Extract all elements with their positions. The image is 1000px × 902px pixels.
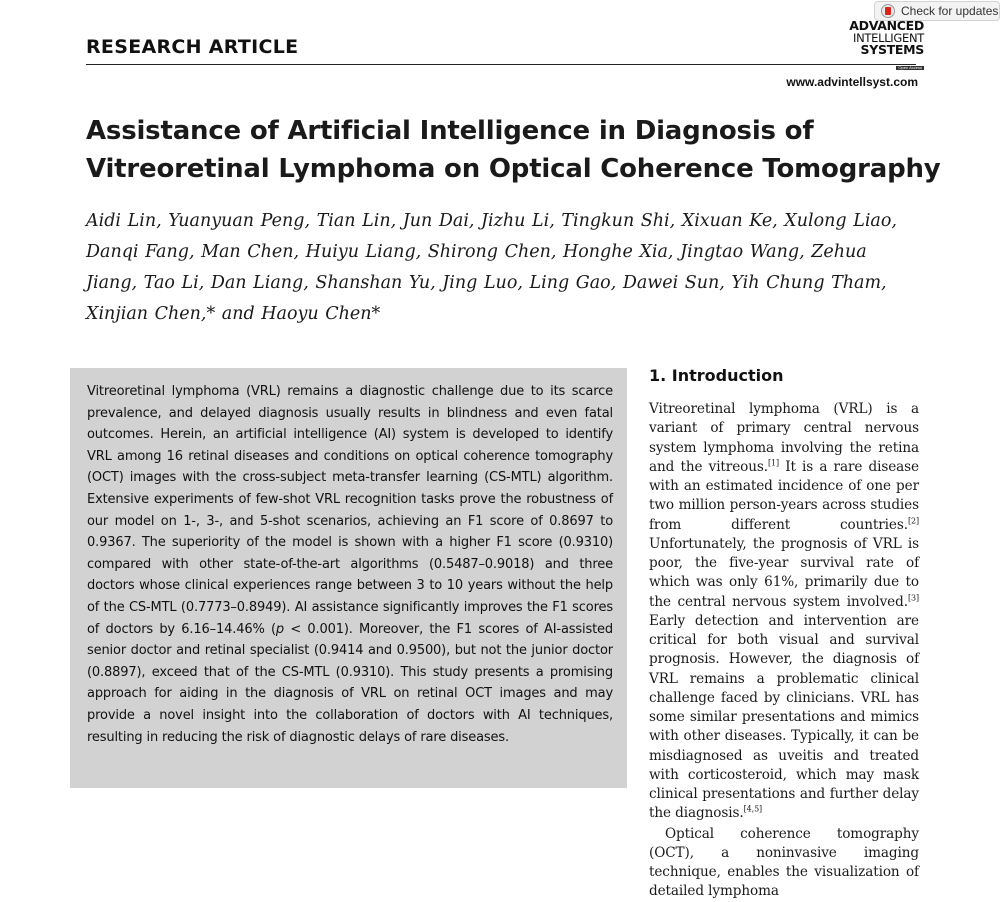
- journal-url-link[interactable]: www.advintellsyst.com: [786, 75, 918, 89]
- abstract-text-part-1: Vitreoretinal lymphoma (VRL) remains a diagnostic challenge due to its scarce prevalence, and delayed diagnosis usually results in blindness and even fatal outcomes. Herein, an artificial intelligence (AI) system is developed to identify VRL among 16 retinal diseases and conditions on optical coherence tomography (OCT) images with the cross-subject meta-transfer learning (CS-MTL) algorithm. Extensive experiments of few-shot VRL recognition tasks prove the robustness of our model on 1-, 3-, and 5-shot scenarios, achieving an F1 score of 0.8697 to 0.9367. The superiority of the model is shown with a higher F1 score (0.9310) compared with other state-of-the-art algorithms (0.5487–0.9018) and three doctors whose clinical experiences range between 3 to 10 years without the help of the CS-MTL (0.7773–0.8949). AI assistance significantly improves the F1 scores of doctors by 6.16–14.46% (: [87, 384, 613, 637]
- introduction-paragraph-1: [649, 400, 919, 824]
- reference-link-4-5[interactable]: [4,5]: [743, 804, 763, 814]
- journal-logo-subtext: Open Access: [898, 64, 922, 70]
- abstract-text: [87, 381, 613, 748]
- introduction-body: [649, 400, 919, 902]
- header-rule: [86, 64, 916, 65]
- check-updates-icon: [881, 4, 895, 18]
- abstract-box: [70, 368, 627, 788]
- reference-link-1[interactable]: [1]: [767, 458, 780, 468]
- section-label: RESEARCH ARTICLE: [86, 36, 299, 58]
- reference-link-2[interactable]: [2]: [907, 515, 919, 525]
- journal-logo-word-1: ADVANCED: [849, 18, 924, 33]
- article-title: Assistance of Artificial Intelligence in Diagnosis of Vitreoretinal Lymphoma on Optical Coherence Tomography: [86, 116, 941, 184]
- intro-sentence-2: It is a rare disease with an estimated incidence of one per two million person-years across studies from different countries.: [649, 458, 919, 533]
- journal-logo-word-2: INTELLIGENT: [853, 30, 924, 45]
- reference-link-3[interactable]: [3]: [907, 592, 919, 602]
- intro-sentence-1: Vitreoretinal lymphoma (VRL) is a variant of primary central nervous system lymphoma involving the retina and the vitreous.: [649, 401, 919, 475]
- p-value-variable: p: [275, 621, 284, 637]
- introduction-paragraph-2: Optical coherence tomography (OCT), a noninvasive imaging technique, enables the visualization of detailed lymphoma: [649, 825, 919, 900]
- author-list: Aidi Lin, Yuanyuan Peng, Tian Lin, Jun Dai, Jizhu Li, Tingkun Shi, Xixuan Ke, Xulong Liao, Danqi Fang, Man Chen, Huiyu Liang, Shirong Chen, Honghe Xia, Jingtao Wang, Zehua Jiang, Tao Li, Dan Liang, Shanshan Yu, Jing Luo, Ling Gao, Dawei Sun, Yih Chung Tham, Xinjian Chen,* and Haoyu Chen*: [86, 211, 897, 324]
- journal-logo-word-3: SYSTEMS: [860, 42, 924, 57]
- abstract-text-part-2: < 0.001). Moreover, the F1 scores of AI-assisted senior doctor and retinal specialist (0.9414 and 0.9500), but not the junior doctor (0.8897), exceed that of the CS-MTL (0.9310). This study presents a promising approach for aiding in the diagnosis of VRL on retinal OCT images and may provide a novel insight into the collaboration of doctors with AI techniques, resulting in reducing the risk of diagnostic delays of rare diseases.: [87, 621, 613, 745]
- intro-sentence-3: Unfortunately, the prognosis of VRL is poor, the five-year survival rate of which was only 61%, primarily due to the central nervous system involved.: [649, 535, 919, 610]
- intro-sentence-4: Early detection and intervention are critical for both visual and survival prognosis. However, the diagnosis of VRL remains a problematic clinical challenge faced by clinicians. VRL has some similar presentations and mimics with other diseases. Typically, it can be misdiagnosed as uveitis and treated with corticosteroid, which may mask clinical presentations and further delay the diagnosis.: [649, 612, 919, 822]
- check-updates-label: Check for updates: [901, 4, 999, 18]
- introduction-heading: 1. Introduction: [649, 366, 784, 385]
